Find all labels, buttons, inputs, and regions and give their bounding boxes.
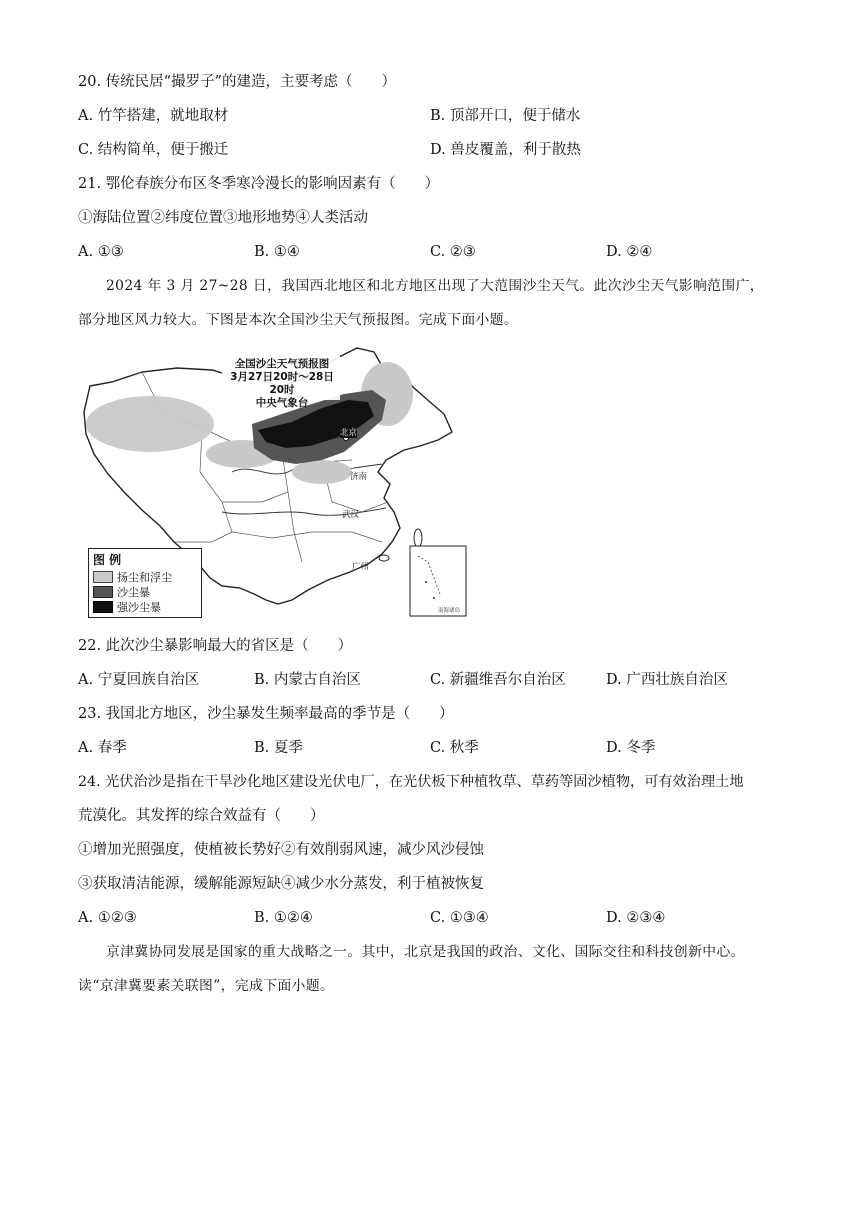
q20-option-a: A. 竹竿搭建，就地取材 xyxy=(78,108,229,124)
city-label-wuhan: 武汉 xyxy=(342,510,360,520)
q21-option-b: B. ①④ xyxy=(254,244,300,260)
q24-option-a: A. ①②③ xyxy=(78,910,137,926)
intro1-line2: 部分地区风力较大。下图是本次全国沙尘天气预报图。完成下面小题。 xyxy=(78,312,519,328)
q21-option-a: A. ①③ xyxy=(78,244,124,260)
intro1-line1: 2024 年 3 月 27~28 日，我国西北地区和北方地区出现了大范围沙尘天气。此次沙尘天气影响范围广， xyxy=(106,278,764,294)
q23-option-b: B. 夏季 xyxy=(254,740,303,756)
intro2-line2: 读“京津冀要素关联图”，完成下面小题。 xyxy=(78,978,335,994)
legend-label-strong-sandstorm: 强沙尘暴 xyxy=(117,601,161,614)
city-label-guangzhou: 广州 xyxy=(352,562,370,572)
dust-area-north xyxy=(292,460,352,484)
q24-stem-line2: 荒漠化。其发挥的综合效益有（ ） xyxy=(78,808,325,824)
q21-stem: 21. 鄂伦春族分布区冬季寒冷漫长的影响因素有（ ） xyxy=(78,176,440,192)
q21-items: ①海陆位置②纬度位置③地形地势④人类活动 xyxy=(78,210,368,226)
q21-option-c: C. ②③ xyxy=(430,244,476,260)
q24-items-line2: ③获取清洁能源，缓解能源短缺④减少水分蒸发，利于植被恢复 xyxy=(78,876,484,892)
intro2-line1: 京津冀协同发展是国家的重大战略之一。其中，北京是我国的政治、文化、国际交往和科技创新中心。 xyxy=(106,944,745,960)
q21-option-d: D. ②④ xyxy=(606,244,653,260)
inset-label: 南海诸岛 xyxy=(438,608,461,614)
q20-option-b: B. 顶部开口，便于储水 xyxy=(430,108,581,124)
q20-option-c: C. 结构简单，便于搬迁 xyxy=(78,142,229,158)
map-time-range: 3月27日20时～28日20时 xyxy=(230,371,334,396)
legend-swatch-dust xyxy=(93,571,113,583)
city-label-beijing: 北京 xyxy=(340,428,358,438)
q24-option-d: D. ②③④ xyxy=(606,910,666,926)
q23-option-a: A. 春季 xyxy=(78,740,127,756)
q20-option-d: D. 兽皮覆盖，利于散热 xyxy=(430,142,581,158)
q22-option-b: B. 内蒙古自治区 xyxy=(254,672,361,688)
legend-label-dust: 扬尘和浮尘 xyxy=(117,571,172,584)
legend-swatch-sandstorm xyxy=(93,586,113,598)
legend-label-sandstorm: 沙尘暴 xyxy=(117,586,150,599)
q22-stem: 22. 此次沙尘暴影响最大的省区是（ ） xyxy=(78,638,353,654)
map-source: 中央气象台 xyxy=(255,397,309,409)
legend-swatch-strong-sandstorm xyxy=(93,601,113,613)
q24-stem-line1: 24. 光伏治沙是指在干旱沙化地区建设光伏电厂，在光伏板下种植牧草、草药等固沙植物，可有效治理土地 xyxy=(78,774,744,790)
legend-title: 图 例 xyxy=(93,553,122,567)
q23-stem: 23. 我国北方地区，沙尘暴发生频率最高的季节是（ ） xyxy=(78,706,454,722)
q20-stem: 20. 传统民居“撮罗子”的建造，主要考虑（ ） xyxy=(78,74,396,90)
q24-items-line1: ①增加光照强度，使植被长势好②有效削弱风速，减少风沙侵蚀 xyxy=(78,842,484,858)
q24-option-b: B. ①②④ xyxy=(254,910,313,926)
q22-option-a: A. 宁夏回族自治区 xyxy=(78,672,200,688)
map-legend xyxy=(88,548,202,618)
city-label-jinan: 济南 xyxy=(350,472,368,482)
q24-option-c: C. ①③④ xyxy=(430,910,489,926)
q22-option-d: D. 广西壮族自治区 xyxy=(606,672,728,688)
dust-area-xinjiang xyxy=(86,396,214,452)
map-title: 全国沙尘天气预报图 xyxy=(234,358,330,370)
q23-option-d: D. 冬季 xyxy=(606,740,656,756)
q22-option-c: C. 新疆维吾尔自治区 xyxy=(430,672,566,688)
q23-option-c: C. 秋季 xyxy=(430,740,479,756)
